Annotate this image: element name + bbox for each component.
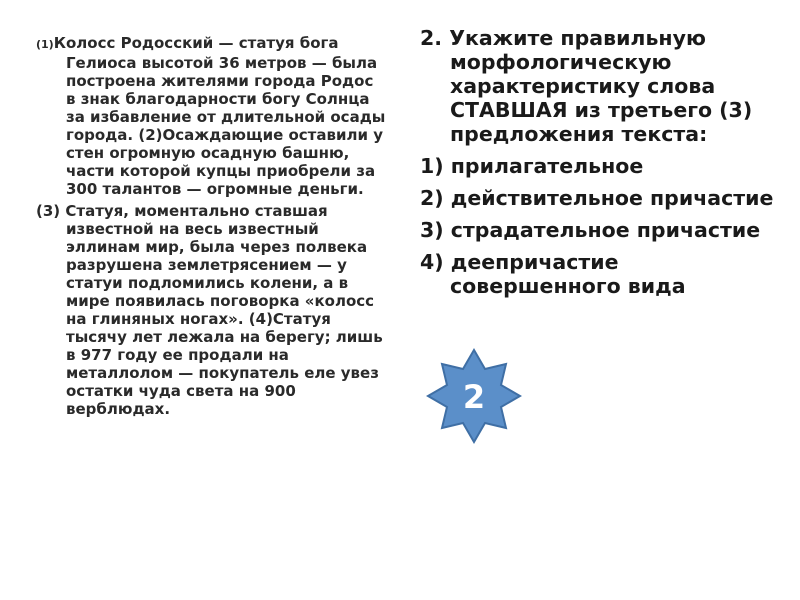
badge-number: 2 (462, 378, 486, 416)
answer-badge (424, 346, 524, 446)
answer-option-1: 1) прилагательное (420, 154, 644, 178)
text-passage (36, 34, 388, 418)
text-paragraph-2: (3) Статуя, моментально ставшая известной на весь известный эллинам мир, была через полвека разрушена землетрясением — у статуи подломились колени, а в мире появилась поговорка «колосс на глиняных ногах». (4)Статуя тысячу лет лежала на берегу; лишь в 977 году ее продали на металлолом — покупатель еле увез остатки чуда света на 900 верблюдах. (36, 202, 383, 418)
answer-option-4: 4) деепричастие совершенного вида (420, 250, 686, 298)
answer-option-3: 3) страдательное причастие (420, 218, 761, 242)
answer-options (420, 154, 780, 298)
text-paragraph-1 (36, 34, 388, 198)
sentence-number: (1) (36, 38, 54, 51)
answer-option-2: 2) действительное причастие (420, 186, 774, 210)
paragraph-1-text: Колосс Родосский — статуя бога Гелиоса высотой 36 метров — была построена жителями города Родос в знак благодарности богу Солнца за избавление от длительной осады города. (2)Осаждающие оставили у стен огромную осадную башню, части которой купцы приобрели за 300 талантов — огромные деньги. (53, 34, 386, 198)
task-question: 2. Укажите правильную морфологическую характеристику слова СТАВШАЯ из третьего (3) предложения текста: (420, 26, 753, 146)
task-block (420, 26, 780, 306)
